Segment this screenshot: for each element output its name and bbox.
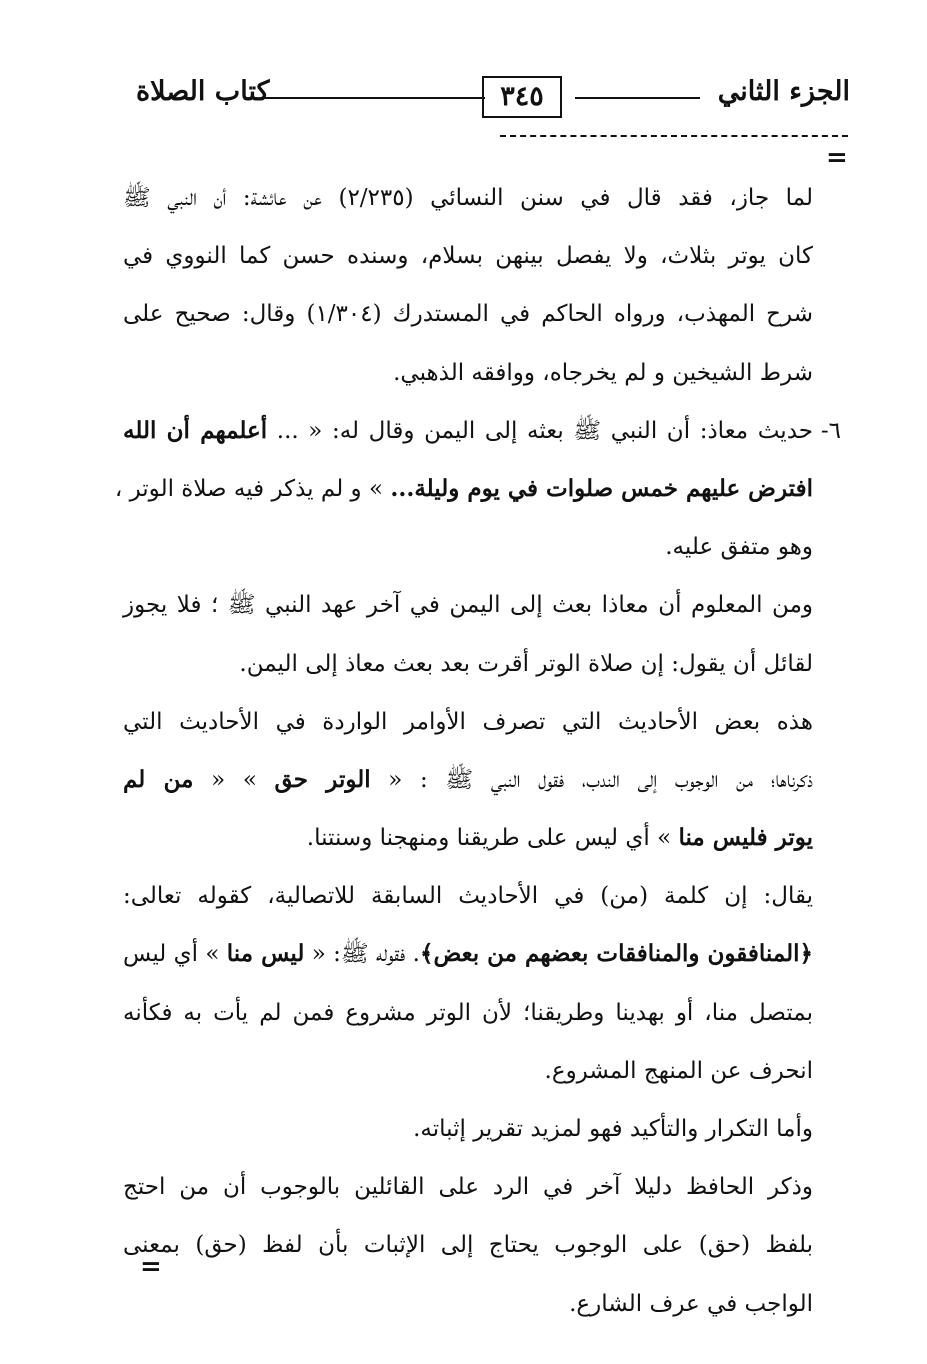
header-rule-right: [575, 97, 700, 99]
text-line-5: ٦- حديث معاذ: أن النبي ﷺ بعثه إلى اليمن وقال له: « ... أعلمهم أن الله: [123, 411, 813, 469]
text-line-18: وذكر الحافظ دليلا آخر في الرد على القائلين بالوجوب أن من احتج: [123, 1174, 814, 1201]
text-line-11: ذكرناها؛ من الوجوب إلى الندب، فقول النبي ﷺ : « الوتر حق » « من لم: [123, 765, 814, 793]
text-line-8: ومن المعلوم أن معاذا بعث إلى اليمن في آخر عهد النبي ﷺ ؛ فلا يجوز: [123, 592, 813, 619]
text-line-13: يقال: إن كلمة (من) في الأحاديث السابقة للاتصالية، كقوله تعالى:: [123, 883, 813, 910]
text-line-1: لما جاز، فقد قال في سنن النسائي (٢/٢٣٥) عن عائشة: أن النبي ﷺ: [123, 185, 813, 211]
text-line-16: انحرف عن المنهج المشروع.: [544, 1057, 813, 1084]
text-line-4: شرط الشيخين و لم يخرجاه، ووافقه الذهبي.: [393, 359, 813, 386]
dashed-separator: [500, 135, 848, 137]
text-line-17: وأما التكرار والتأكيد فهو لمزيد تقرير إثباته.: [413, 1116, 813, 1142]
page-header: [130, 70, 850, 130]
text-line-9: لقائل أن يقول: إن صلاة الوتر أقرت بعد بعث معاذ إلى اليمن.: [239, 650, 813, 677]
text-line-15: بمتصل منا، أو بهدينا وطريقنا؛ لأن الوتر مشروع فمن لم يأت به فكأنه: [123, 999, 813, 1026]
text-line-10: هذه بعض الأحاديث التي تصرف الأوامر الواردة في الأحاديث التي: [123, 708, 813, 735]
quran-verse: ﴿المنافقون والمنافقات بعضهم من بعض﴾: [419, 940, 814, 968]
emphasis-text: افترض عليهم خمس صلوات في يوم وليلة...: [390, 474, 813, 502]
part-title: الجزء الثاني: [717, 76, 850, 107]
text-line-12: يوتر فليس منا » أي ليس على طريقنا ومنهجنا وسنتنا.: [306, 824, 813, 852]
text-line-2: كان يوتر بثلاث، ولا يفصل بينهن بسلام، وسنده حسن كما النووي في: [123, 243, 813, 270]
page-number: ٣٤٥: [482, 76, 562, 118]
continuation-mark-bottom: =: [140, 1252, 162, 1282]
emphasis-text: من لم: [123, 765, 194, 793]
header-rule-left: [265, 97, 485, 99]
text-line-7: وهو متفق عليه.: [665, 534, 813, 561]
text-line-6: افترض عليهم خمس صلوات في يوم وليلة... » و لم يذكر فيه صلاة الوتر ،: [114, 474, 813, 502]
text-line-19: بلفظ (حق) على الوجوب يحتاج إلى الإثبات بأن لفظ (حق) بمعنى: [123, 1232, 813, 1259]
item-number: ٦-: [820, 417, 841, 444]
body-text: [114, 178, 841, 1342]
emphasis-text: الوتر حق: [274, 765, 371, 793]
text-line-20: الواجب في عرف الشارع.: [569, 1290, 813, 1317]
emphasis-text: يوتر فليس منا: [678, 824, 813, 852]
book-title: كتاب الصلاة: [136, 76, 270, 107]
text-line-14: ﴿المنافقون والمنافقات بعضهم من بعض﴾. فقوله ﷺ: « ليس منا » أي ليس: [123, 940, 814, 968]
emphasis-text: ليس منا: [226, 940, 305, 968]
continuation-mark-top: =: [826, 143, 848, 173]
emphasis-text: أعلمهم أن الله: [123, 416, 268, 444]
text-line-3: شرح المهذب، ورواه الحاكم في المستدرك (١/٣٠٤) وقال: صحيح على: [123, 301, 813, 328]
